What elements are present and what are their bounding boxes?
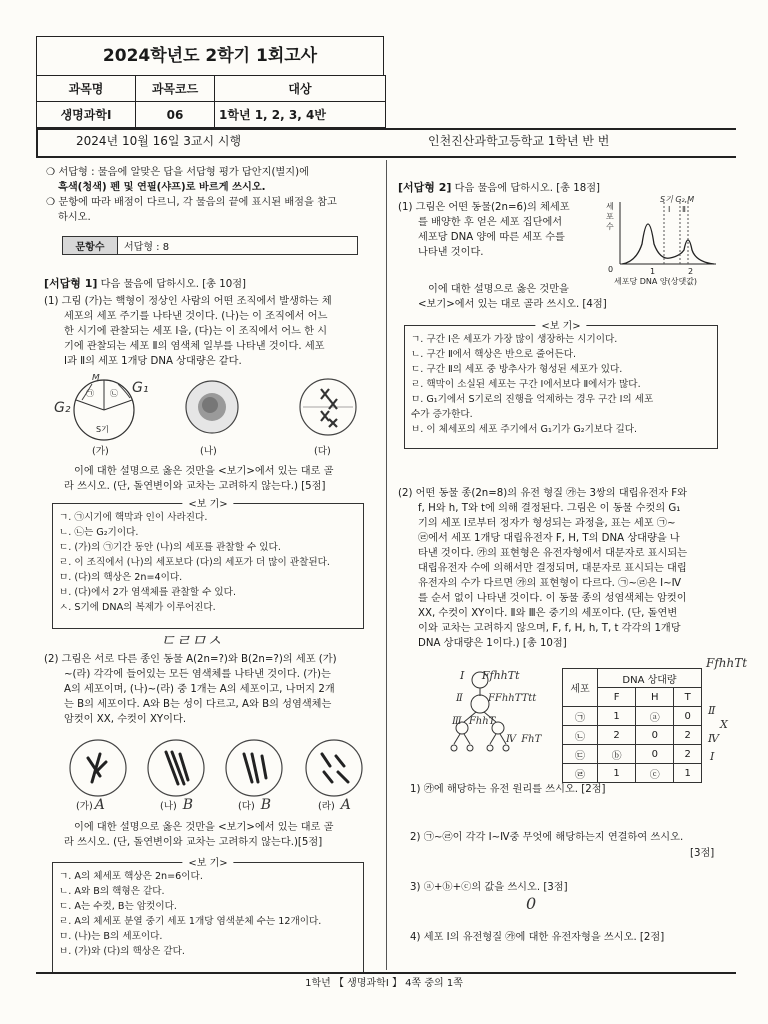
q2p2-line: 이와 교차는 고려하지 않으며, F, f, H, h, T, t 각각의 1개당 xyxy=(418,623,681,634)
q1p1-ask-line: 이에 대한 설명으로 옳은 것만을 <보기>에서 있는 대로 골 xyxy=(74,466,334,477)
q1-part1-text xyxy=(44,294,332,369)
q1-part2-text xyxy=(44,652,337,727)
region-2-label: Ⅱ xyxy=(682,205,686,214)
question-count-box xyxy=(62,236,358,255)
q2-part1-text xyxy=(398,200,570,260)
table-cell: 2 xyxy=(674,745,702,764)
q2p2-line: 대립유전자 수에 의해서만 결정되며, 대문자로 표시되는 대립 xyxy=(418,563,687,574)
subquestion-3: 3) ⓐ+ⓑ+ⓒ의 값을 쓰시오. [3점] xyxy=(410,882,568,893)
table-cell: 0 xyxy=(636,726,674,745)
table-cell: 1 xyxy=(598,764,636,783)
fig2-label-na: (나) B xyxy=(160,797,194,813)
graph-ylabel: 세포 수 xyxy=(606,202,614,231)
tick-0: 0 xyxy=(608,265,614,274)
table-cell: 1 xyxy=(598,707,636,726)
fig-label-na: (나) xyxy=(200,446,217,457)
table-cell: ⓒ xyxy=(636,764,674,783)
q1p1-line: 세포의 세포 주기를 나타낸 것이다. (나)는 이 조직에서 어느 xyxy=(64,311,328,322)
q1p2-ask-line: 라 쓰시오. (단, 돌연변이와 교차는 고려하지 않는다.)[5점] xyxy=(64,837,323,848)
table-cell: 1 xyxy=(674,764,702,783)
m-hand-label: M xyxy=(92,374,100,383)
bogi-item: ㄴ. ㉡는 G₂기이다. xyxy=(59,527,139,538)
q1p1-line: (1) 그림 (가)는 핵형이 정상인 사람의 어떤 조직에서 발생하는 체 xyxy=(44,296,332,307)
fig2-label-da: (다) B xyxy=(238,797,272,813)
bogi-caption: <보 기> xyxy=(182,854,233,869)
col-t-header: T xyxy=(674,688,702,707)
fig-label-ga: (가) xyxy=(92,446,109,457)
g1-hand-label: G₁ xyxy=(132,380,148,396)
q2p1-line: 를 배양한 후 얻은 세포 집단에서 xyxy=(418,217,563,228)
q1p1-line: 기에 관찰되는 세포 Ⅱ의 염색체 일부를 나타낸 것이다. 세포 xyxy=(64,341,325,352)
bogi-caption: <보 기> xyxy=(535,317,586,332)
table-cell: ㉣ xyxy=(563,764,598,783)
graph-hand-note: S기 G₂,M xyxy=(660,195,695,204)
exam-title: 2024학년도 2학기 1회고사 xyxy=(36,36,384,75)
q2p2-line: XX, 수컷이 XY이다. Ⅱ와 Ⅲ은 중기의 세포이다. (단, 돌연변 xyxy=(418,608,678,619)
subquestion-4: 4) 세포 Ⅰ의 유전형질 ㉮에 대한 유전자형을 쓰시오. [2점] xyxy=(410,932,665,943)
bogi-item: ㅂ. (가)와 (다)의 핵상은 같다. xyxy=(59,946,185,957)
chromosome-cells-figure xyxy=(60,732,370,802)
bogi-item: ㄴ. A와 B의 핵형은 같다. xyxy=(59,886,165,897)
table-cell: ⓑ xyxy=(598,745,636,764)
q2p2-line: 를 순서 없이 나타낸 것이다. 이 동물 종의 성염색체는 암컷이 xyxy=(418,593,687,604)
table-cell: 2 xyxy=(598,726,636,745)
col-group-header: DNA 상대량 xyxy=(598,669,702,688)
col-cell-header: 세포 xyxy=(563,669,598,707)
cycle-a-label: ㉠ xyxy=(86,389,94,398)
q2p2-line: f, H와 h, T와 t에 의해 결정된다. 그림은 이 동물 수컷의 G₁ xyxy=(418,503,681,514)
bogi-item: ㄷ. A는 수컷, B는 암컷이다. xyxy=(59,901,177,912)
school-class-line: 인천진산과학고등학교 1학년 반 번 xyxy=(428,134,610,148)
fig2-label-ra: (라) A xyxy=(318,797,351,813)
s-phase-label: S기 xyxy=(96,425,109,434)
circle-bullet-icon: ❍ xyxy=(46,197,59,208)
table-row xyxy=(563,764,702,783)
q1p2-line: 암컷이 XX, 수컷이 XY이다. xyxy=(64,714,187,725)
bogi-item: 수가 증가한다. xyxy=(411,409,473,420)
target-label: 대상 xyxy=(215,76,386,102)
subject-value: 생명과학Ⅰ xyxy=(37,102,136,128)
instruction-line-4: 하시오. xyxy=(58,212,91,223)
graph-xlabel: 세포당 DNA 양(상댓값) xyxy=(614,277,698,286)
tick-2: 2 xyxy=(688,267,694,276)
col-f-header: F xyxy=(598,688,636,707)
hand-tree-4: Ⅳ FhT xyxy=(506,734,542,745)
q1p1-line: Ⅰ과 Ⅱ의 세포 1개당 DNA 상대량은 같다. xyxy=(64,356,242,367)
bogi-item: ㄹ. 핵막이 소실된 세포는 구간 Ⅰ에서보다 Ⅱ에서가 많다. xyxy=(411,379,641,390)
subquestion-1: 1) ㉮에 해당하는 유전 원리를 쓰시오. [2점] xyxy=(410,784,606,795)
q2-part2-text xyxy=(398,486,687,651)
hand-mark-2: Ⅹ xyxy=(720,718,728,731)
bogi-item: ㄱ. 구간 Ⅰ은 세포가 가장 많이 생장하는 시기이다. xyxy=(411,334,618,345)
table-row xyxy=(563,726,702,745)
q2p2-line: DNA 상대량은 1이다.) [총 10점] xyxy=(418,638,567,649)
question-count-value: 서답형 : 8 xyxy=(118,237,358,255)
hand-mark-4: Ⅰ xyxy=(710,750,715,763)
hand-tree-3: Ⅲ FhhT xyxy=(452,716,496,727)
table-cell: ㉠ xyxy=(563,707,598,726)
bogi-item: ㄱ. A의 체세포 핵상은 2n=6이다. xyxy=(59,871,203,882)
q2-bogi-box xyxy=(404,321,718,449)
instruction-line-1: ❍ 서답형 : 물음에 알맞은 답을 서답형 평가 답안지(별지)에 xyxy=(46,167,309,178)
q2p2-line: 타낸 것이다. ㉮의 표현형은 유전자형에서 대문자로 표시되는 xyxy=(418,548,688,559)
exam-date: 2024년 10월 16일 3교시 시행 xyxy=(76,134,242,148)
q2p1-ask-line: 이에 대한 설명으로 옳은 것만을 xyxy=(428,284,569,295)
interphase-cell-image xyxy=(182,377,242,437)
code-label: 과목코드 xyxy=(136,76,215,102)
table-row xyxy=(563,707,702,726)
q1-bogi-box-1 xyxy=(52,499,364,629)
bogi-item: ㅅ. S기에 DNA의 복제가 이루어진다. xyxy=(59,602,216,613)
q2p2-line: 기의 세포 Ⅰ로부터 정자가 형성되는 과정을, 표는 세포 ㉠~ xyxy=(418,518,676,529)
region-1-label: Ⅰ xyxy=(668,205,671,214)
table-cell: ㉢ xyxy=(563,745,598,764)
bogi-item: ㅁ. (나)는 B의 세포이다. xyxy=(59,931,163,942)
q2p1-line: (1) 그림은 어떤 동물(2n=6)의 체세포 xyxy=(398,202,570,213)
dna-amount-table xyxy=(562,668,702,783)
subquestion-2-points: [3점] xyxy=(690,848,715,859)
q2p1-line: 나타낸 것이다. xyxy=(418,247,484,258)
q1-title: [서답형 1] 다음 물음에 답하시오. [총 10점] xyxy=(44,277,247,290)
code-value: 06 xyxy=(136,102,215,128)
q1p1-ask-line: 라 쓰시오. (단, 돌연변이와 교차는 고려하지 않는다.) [5점] xyxy=(64,481,326,492)
bogi-item: ㅂ. 이 체세포의 세포 주기에서 G₁기가 G₂기보다 길다. xyxy=(411,424,638,435)
q2p2-line: (2) 어떤 동물 종(2n=8)의 유전 형질 ㉮는 3쌍의 대립유전자 F와 xyxy=(398,488,687,499)
hand-genotype-note: FfhhTt xyxy=(706,656,748,670)
instruction-line-2: 흑색(청색) 펜 및 연필(샤프)로 바르게 쓰시오. xyxy=(58,182,266,193)
fig2-label-ga: (가) A xyxy=(76,797,105,813)
bogi-item: ㄷ. (가)의 ㉠기간 동안 (나)의 세포를 관찰할 수 있다. xyxy=(59,542,281,553)
col-h-header: H xyxy=(636,688,674,707)
bogi-item: ㄷ. 구간 Ⅱ의 세포 중 방추사가 형성된 세포가 있다. xyxy=(411,364,623,375)
q1p2-line: A의 세포이며, (나)~(라) 중 1개는 A의 세포이고, 나머지 2개 xyxy=(64,684,335,695)
question-count-label: 문항수 xyxy=(63,237,118,255)
bogi-item: ㄴ. 구간 Ⅱ에서 핵상은 반으로 줄어든다. xyxy=(411,349,577,360)
handwritten-answer-3: 0 xyxy=(526,894,537,913)
hand-tree-1: Ⅰ FfhhTt xyxy=(460,669,520,682)
bogi-item: ㅂ. (다)에서 2가 염색체를 관찰할 수 있다. xyxy=(59,587,236,598)
q2p2-line: 유전자의 수가 다르면 ㉮의 표현형이 다르다. ㉠~㉣은 Ⅰ~Ⅳ xyxy=(418,578,682,589)
page-footer: 1학년 【 생명과학Ⅰ 】 4쪽 중의 1쪽 xyxy=(305,978,463,989)
q2-title: [서답형 2] 다음 물음에 답하시오. [총 18점] xyxy=(398,181,601,194)
bogi-item: ㄹ. A의 체세포 분열 중기 세포 1개당 염색분체 수는 12개이다. xyxy=(59,916,322,927)
header-table xyxy=(36,75,386,128)
q1p2-line: ~(라) 각각에 들어있는 모든 염색체를 나타낸 것이다. (가)는 xyxy=(64,669,331,680)
q2p1-line: 세포당 DNA 양에 따른 세포 수를 xyxy=(418,232,565,243)
subject-label: 과목명 xyxy=(37,76,136,102)
dna-content-histogram xyxy=(604,194,722,286)
hand-mark-3: Ⅳ xyxy=(708,732,719,745)
cycle-b-label: ㉡ xyxy=(110,389,118,398)
instructions xyxy=(46,165,337,225)
table-cell: 2 xyxy=(674,726,702,745)
q1p1-line: 한 시기에 관찰되는 세포 Ⅰ을, (다)는 이 조직에서 어느 한 시 xyxy=(64,326,328,337)
q1-part2-ask xyxy=(44,820,333,850)
circle-bullet-icon: ❍ xyxy=(46,167,59,178)
bogi-item: ㄱ. ㉠시기에 핵막과 인이 사라진다. xyxy=(59,512,208,523)
bogi-caption: <보 기> xyxy=(182,495,233,510)
cell-cycle-diagram xyxy=(52,374,148,444)
metaphase-cell-image xyxy=(295,375,361,439)
q2p2-line: ㉣에서 세포 1개당 대립유전자 F, H, T의 DNA 상대량을 나 xyxy=(418,533,680,544)
target-value: 1학년 1, 2, 3, 4반 xyxy=(215,102,386,128)
q2p1-ask-line: <보기>에서 있는 대로 골라 쓰시오. [4점] xyxy=(418,299,607,310)
tick-1: 1 xyxy=(650,267,656,276)
q1p2-line: 는 B의 세포이다. A와 B는 성이 다르고, A와 B의 성염색체는 xyxy=(64,699,332,710)
fig-label-da: (다) xyxy=(314,446,331,457)
subquestion-2: 2) ㉠~㉣이 각각 Ⅰ~Ⅳ중 무엇에 해당하는지 연결하여 쓰시오. xyxy=(410,832,684,843)
instruction-line-3: ❍ 문항에 따라 배점이 다르니, 각 물음의 끝에 표시된 배점을 참고 xyxy=(46,197,337,208)
q1p2-ask-line: 이에 대한 설명으로 옳은 것만을 <보기>에서 있는 대로 골 xyxy=(74,822,334,833)
q1p2-line: (2) 그림은 서로 다른 종인 동물 A(2n=?)와 B(2n=?)의 세포 (가) xyxy=(44,654,337,665)
handwritten-answer-1: ㄷㄹㅁㅅ xyxy=(160,631,222,650)
table-cell: ㉡ xyxy=(563,726,598,745)
bogi-item: ㄹ. 이 조직에서 (나)의 세포보다 (다)의 세포가 더 많이 관찰된다. xyxy=(59,557,330,568)
hand-mark-1: Ⅱ xyxy=(708,704,716,717)
table-row xyxy=(563,745,702,764)
table-cell: ⓐ xyxy=(636,707,674,726)
bogi-item: ㅁ. G₁기에서 S기로의 진행을 억제하는 경우 구간 Ⅰ의 세포 xyxy=(411,394,654,405)
q1-bogi-box-2 xyxy=(52,858,364,974)
q2-part1-ask xyxy=(398,282,607,312)
g2-hand-label: G₂ xyxy=(54,400,71,416)
exam-header xyxy=(36,36,384,128)
table-cell: 0 xyxy=(636,745,674,764)
bogi-item: ㅁ. (다)의 핵상은 2n=4이다. xyxy=(59,572,183,583)
table-cell: 0 xyxy=(674,707,702,726)
q1-part1-ask xyxy=(44,464,333,494)
hand-tree-2: Ⅱ FFhhTTtt xyxy=(456,693,537,704)
